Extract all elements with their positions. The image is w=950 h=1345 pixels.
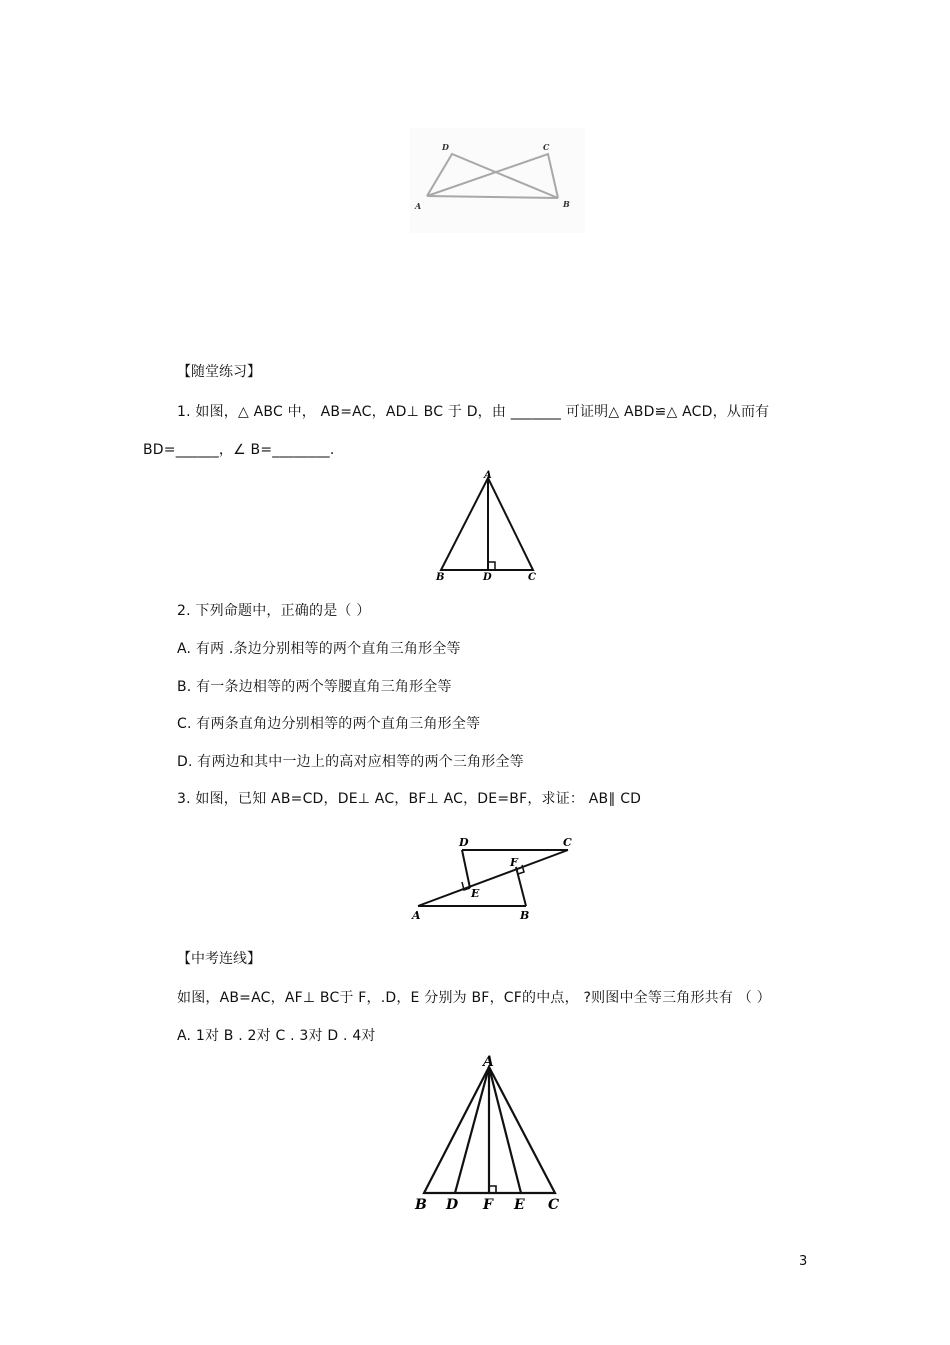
q1-line1: 1. 如图，△ ABC 中， AB=AC，AD⊥ BC 于 D，由 _______ 可证明△ ABD≌△ ACD，从而有 xyxy=(177,404,770,420)
q2-option-c: C. 有两条直角边分别相等的两个直角三角形全等 xyxy=(177,716,481,732)
label-b: B xyxy=(415,1197,427,1213)
label-d: D xyxy=(442,142,449,152)
q2-option-a: A. 有两 .条边分别相等的两个直角三角形全等 xyxy=(177,641,461,657)
label-c: C xyxy=(548,1197,560,1213)
right-angle-mark-d xyxy=(488,562,495,570)
label-f: F xyxy=(510,856,518,869)
label-a: A xyxy=(412,909,421,922)
figure-top-crossing-triangles xyxy=(410,128,585,233)
q2-option-b: B. 有一条边相等的两个等腰直角三角形全等 xyxy=(177,679,452,695)
exam-choices: A. 1对 B . 2对 C . 3对 D . 4对 xyxy=(177,1028,376,1044)
q1-line2: BD=______，∠ B=________. xyxy=(143,442,335,458)
segment-a-c xyxy=(418,850,568,906)
label-c: C xyxy=(543,142,550,152)
label-d: D xyxy=(459,836,469,849)
segment-d-e xyxy=(462,850,470,888)
label-e: E xyxy=(514,1197,525,1213)
q2-option-d: D. 有两边和其中一边上的高对应相等的两个三角形全等 xyxy=(177,754,524,770)
exam-stem: 如图，AB=AC，AF⊥ BC于 F，.D，E 分别为 BF，CF的中点， ?则图中全等三角形共有 （ ） xyxy=(177,990,771,1006)
label-c: C xyxy=(563,836,572,849)
label-b: B xyxy=(520,909,530,922)
q2-stem: 2. 下列命题中，正确的是（ ） xyxy=(177,603,371,619)
label-a: A xyxy=(415,201,422,211)
page-number: 3 xyxy=(799,1254,808,1269)
section-title-practice: 【随堂练习】 xyxy=(177,364,261,380)
label-a: A xyxy=(484,470,492,481)
label-b: B xyxy=(436,572,445,583)
right-angle-mark-f xyxy=(518,865,524,874)
section-title-exam: 【中考连线】 xyxy=(177,951,261,967)
figure-exam-isosceles-triangle xyxy=(410,1053,570,1218)
label-e: E xyxy=(471,887,480,900)
q3-stem: 3. 如图，已知 AB=CD，DE⊥ AC，BF⊥ AC，DE=BF，求证： AB∥ CD xyxy=(177,791,642,807)
label-d: D xyxy=(483,572,492,583)
figure-q3-parallelogram xyxy=(408,828,584,926)
segment-a-e xyxy=(489,1067,521,1193)
label-d: D xyxy=(446,1197,459,1213)
label-a: A xyxy=(483,1054,494,1070)
figure-q1-isosceles-triangle xyxy=(428,468,548,586)
label-c: C xyxy=(528,572,536,583)
label-b: B xyxy=(563,199,570,209)
label-f: F xyxy=(483,1197,493,1213)
segment-a-d xyxy=(455,1067,489,1193)
